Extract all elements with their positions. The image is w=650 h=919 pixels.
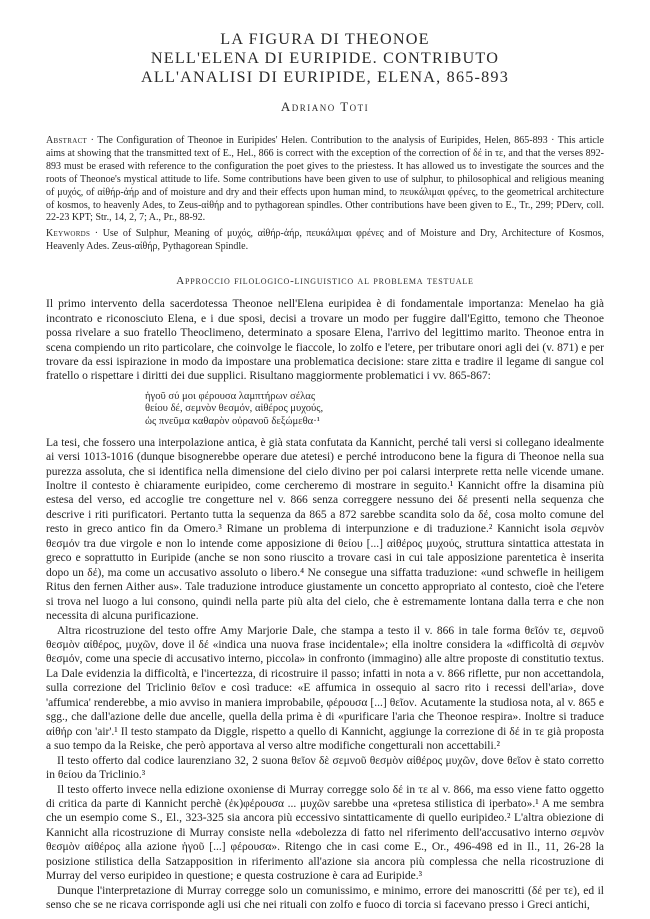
abstract — [46, 135, 604, 225]
section-heading: Approccio filologico-linguistico al problema testuale — [176, 275, 474, 288]
title-line-1: LA FIGURA DI THEONOE — [220, 30, 430, 48]
keywords-label: Keywords — [46, 228, 91, 240]
paragraph-6: Dunque l'interpretazione di Murray corregge solo un comunissimo, e minimo, errore dei manoscritti (δέ per τε), ed il senso che se ne ricava corrisponde agli usi che nei rituali con zolfo e fuoco di torcia si facevano presso i Greci antichi, — [46, 884, 604, 912]
verse-line-2: θείου δέ, σεμνὸν θεσμόν, αἰθέρος μυχούς, — [145, 403, 324, 415]
paragraph-5: Il testo offerto invece nella edizione oxoniense di Murray corregge solo δέ in τε al v. 866, ma esso viene fatto oggetto di critica da parte di Kannicht perchè (ἐκ)φέρουσα ... μυχῶν sarebbe una «pretesa stilistica di iperbato».¹ A me sembra che un esempio come S., El., 323-325 sia ancora più eccessivo sintatticamente di quello euripideo.² L'altra obiezione di Kannicht alla ricostruzione di Murray consiste nella «debolezza di fatto nel riferimento dell'accusativo interno σεμνὸν θεσμὸν αἰθέρος alla azione ἡγοῦ [...] φέρουσα». Ritengo che in casi come E., Or., 496-498 ed in Il., 11, 26-28 la posizione stilistica della Satzapposition in riferimento all'azione sia ancora più complessa che nella ricostruzione di Murray del verso euripideo in questione; e questa costruzione è cara ad Euripide.³ — [46, 783, 604, 883]
article-title — [46, 30, 604, 87]
author-name: Adriano Toti — [280, 99, 370, 114]
paragraph-4: Il testo offerto dal codice laurenziano 32, 2 suona θεῖον δὲ σεμνοῦ θεσμὸν αἰθέρος μυχῶν, dove θεῖον è stato corretto in θείου da Triclinio.³ — [46, 754, 604, 782]
verse-line-1: ἡγοῦ σύ μοι φέρουσα λαμπτήρων σέλας — [145, 390, 316, 402]
body-text — [46, 297, 604, 912]
paragraph-3: Altra ricostruzione del testo offre Amy Marjorie Dale, che stampa a testo il v. 866 in tale forma θεῖόν τε, σεμνοῦ θεσμὸν αἰθέρος, μυχῶν, dove il δέ «indica una nuova frase incidentale»; ella inoltre considera la «difficoltà di σεμνὸν θεσμόν, come una specie di accusativo interno, piccola» in confronto (immagino) alle altre proposte di constitutio textus. La Dale evidenzia la difficoltà, e l'incertezza, di ricostruire il passo; infatti in nota a v. 866 riflette, pur non accettandola, sulla correzione del Triclinio θεῖον e così traduce: «E affumica in ossequio al sacro rito i recessi dell'aria», dove 'affumica' renderebbe, a mio avviso in maniera improbabile, φέρουσα [...] θεῖον. Acutamente la studiosa nota, al v. 865 e sgg., che dall'azione delle due ancelle, quella della prima è di «purificare l'aria che Theonoe respira». Inoltre si traduce αἰθήρ con 'air'.¹ Il testo stampato da Diggle, rispetto a quello di Kannicht, aggiunge la correzione di δέ in τε già proposta a suo tempo da la Reiske, che però apportava al verso altre modifiche congetturali non accettabili.² — [46, 624, 604, 753]
paragraph-1: Il primo intervento della sacerdotessa Theonoe nell'Elena euripidea è di fondamentale importanza: Menelao ha già incontrato e riconosciuto Elena, e i due sposi, decisi a trovare un modo per fuggire dall'Egitto, temono che Theonoe possa rivelare a suo fratello Theoclimeno, determinato a sposare Elena, l'arrivo del legittimo marito. Theonoe entra in scena compiendo un rito particolare, che coinvolge le fiaccole, lo zolfo e l'etere, per tributare onori agli dei (v. 871) e per trovare da essi ispirazione in modo da impostare una problematica decisione: stare zitta e tradire il legame di sangue col fratello o rispettare i diritti dei due supplici. Risultano maggiormente problematici i vv. 865-867: — [46, 298, 604, 383]
verse-line-3: ὡς πνεῦμα καθαρὸν οὐρανοῦ δεξώμεθα·¹ — [145, 416, 320, 428]
title-line-3: ALL'ANALISI DI EURIPIDE, ELENA, 865-893 — [140, 68, 510, 86]
title-line-2: NELL'ELENA DI EURIPIDE. CONTRIBUTO — [150, 49, 500, 67]
abstract-label: Abstract — [46, 135, 88, 146]
greek-verse-quote — [145, 391, 604, 429]
keywords — [46, 228, 604, 254]
abstract-text: · The Configuration of Theonoe in Euripides' Helen. Contribution to the analysis of Euripides, Helen, 865-893 · This article aims at showing that the transmitted text of E., Hel., 866 is correct with the exception of the correction of δέ in τε, and that the verses 892-893 must be erased with reference to the configuration the poet gives to the priestess. It has allowed us to investigate the sources and the roots of Theonoe's mystical attitude to life. Some contributions have been given to use of sulphur, to philosophical and religious meaning of μυχός, of αἰθήρ-ἀήρ and of moisture and dry and their effects upon human mind, to πευκάλιμαι φρένες, to the geometrical architecture of kosmos, to heavenly Ades, to Zeus-αἰθήρ and to pythagorean spindles. Other contributions have been given to E., Tr., 299; PDerv, coll. 22-23 KPT; Str., 14, 2, 7; A., Pr., 88-92. — [46, 135, 604, 224]
keywords-text: · Use of Sulphur, Meaning of μυχός, αἰθήρ-ἀήρ, πευκάλιμαι φρένες and of Moisture and Dry, Architecture of Kosmos, Heavenly Ades. Zeus-αἰθήρ, Pythagorean Spindle. — [46, 228, 604, 253]
paragraph-2: La tesi, che fossero una interpolazione antica, è già stata confutata da Kannicht, perché tali versi si collegano idealmente ai versi 1013-1016 (dunque bisognerebbe operare due atetesi) e perché introducono bene la figura di Theonoe nella sua purezza assoluta, che si identifica nella dimensione del cielo divino per poi calarsi interprete retta nelle vicende umane. Inoltre il contesto è chiaramente euripideo, come cercheremo di mostrare in seguito.¹ Kannicht offre la disamina più estesa del verso, ed accoglie tre congetture nel v. 866 senza correggere nessuno dei δέ presenti nella sequenza che descrive i riti purificatori. Pertanto tutta la sequenza da 865 a 872 sarebbe scandita solo da δέ, cosa molto comune del resto in greco antico fin da Omero.³ Rimane un problema di interpunzione e di traduzione.² Kannicht isola σεμνὸν θεσμόν tra due virgole e non lo intende come apposizione di θείου [...] αἰθέρος μυχούς, struttura sintattica attestata in greco e soprattutto in Euripide (anche se non sono riuscito a trovare casi in cui tale apposizione parentetica è inserita dopo un δέ), ma come un accusativo assoluto o libero.⁴ Ne consegue una siffatta traduzione: «und schwefle in heiligem Ritus den fernen Aither aus». Tale traduzione introduce giustamente un concetto appropriato al contesto, cioè che l'etere si trova nel luogo a lui consono, quindi nella parte più alta del cielo, che è estremamente lontana dalla terra e che non necessita di alcuna purificazione. — [46, 436, 604, 623]
